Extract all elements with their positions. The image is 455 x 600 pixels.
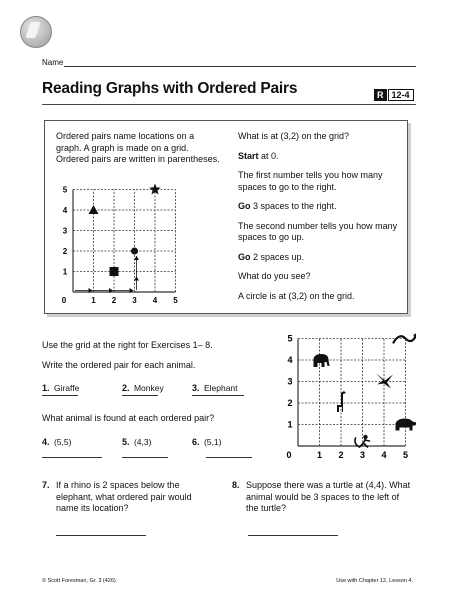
exercise-2: 2. Monkey <box>122 383 164 393</box>
bear-icon <box>396 419 417 431</box>
y-tick-label: 3 <box>62 226 68 236</box>
y-tick-label: 2 <box>287 398 293 409</box>
example-start: Start at 0. <box>238 150 279 161</box>
snake-head-icon <box>414 334 417 338</box>
exercises-question-found: What animal is found at each ordered pair? <box>42 413 215 423</box>
exercise-3: 3. Elephant <box>192 383 238 393</box>
example-question: What is at (3,2) on the grid? <box>238 131 350 141</box>
x-tick-label: 2 <box>338 450 344 460</box>
answer-line-3[interactable] <box>192 395 244 396</box>
x-tick-label: 4 <box>152 296 158 305</box>
x-tick-label: 5 <box>173 296 178 305</box>
y-tick-label: 1 <box>62 267 68 277</box>
x-tick-label: 0 <box>61 296 67 305</box>
footer-lesson: Use with Chapter 12, Lesson 4. <box>336 578 413 584</box>
x-tick-label: 3 <box>132 296 137 305</box>
y-tick-label: 3 <box>287 376 293 387</box>
x-tick-label: 4 <box>381 450 387 460</box>
answer-line-2[interactable] <box>122 395 158 396</box>
circle-icon <box>131 248 138 255</box>
name-input-line[interactable] <box>64 66 416 67</box>
example-go-right: Go 3 spaces to the right. <box>238 201 337 211</box>
name-label: Name <box>42 58 64 67</box>
animal-grid <box>276 328 416 464</box>
lesson-badge <box>374 85 414 103</box>
y-tick-label: 4 <box>62 205 68 215</box>
animal-grid-labels <box>286 334 408 460</box>
answer-line-8[interactable] <box>248 535 338 536</box>
example-go-up: Go 2 spaces up. <box>238 251 305 262</box>
elephant-icon <box>314 354 330 367</box>
snake-icon <box>394 336 416 342</box>
example-second-number: The second number tells you how many spaces to go up. <box>238 220 398 242</box>
badge-letter: R <box>374 89 387 101</box>
answer-line-5[interactable] <box>122 457 168 458</box>
y-tick-label: 5 <box>287 333 293 344</box>
go-word: Go <box>238 201 251 211</box>
start-word: Start <box>238 150 259 161</box>
example-grid-labels <box>62 185 179 305</box>
exercise-6: 6. (5,1) <box>192 437 222 447</box>
square-icon <box>110 267 119 276</box>
footer-copyright: © Scott Foresman, Gr. 3 (426) <box>42 578 116 584</box>
exercise-4: 4. (5,5) <box>42 437 72 447</box>
example-first-number: The first number tells you how many spaces to go to the right. <box>238 170 383 192</box>
exercise-7: 7. If a rhino is 2 spaces below the elephant, what ordered pair would name its location? <box>42 480 192 513</box>
exercises-instruction: Write the ordered pair for each animal. <box>42 360 196 370</box>
go-word: Go <box>238 251 251 262</box>
exercise-8: 8. Suppose there was a turtle at (4,4). What animal would be 3 spaces to the left of the turtle? <box>232 480 411 513</box>
answer-line-4[interactable] <box>42 457 102 458</box>
y-tick-label: 5 <box>62 185 68 195</box>
x-tick-label: 5 <box>402 450 409 460</box>
answer-line-1[interactable] <box>42 395 78 396</box>
giraffe-icon <box>337 391 346 412</box>
example-see-question: What do you see? <box>238 271 311 281</box>
page-title: Reading Graphs with Ordered Pairs <box>42 80 298 97</box>
x-tick-label: 1 <box>91 296 96 305</box>
example-intro: Ordered pairs name locations on a graph. A graph is made on a grid. Ordered pairs are written in parentheses. <box>56 131 220 164</box>
triangle-icon <box>89 205 99 214</box>
animal-grid-lines <box>298 339 406 447</box>
exercises-intro: Use the grid at the right for Exercises 1– 8. <box>42 340 213 350</box>
title-divider <box>42 104 416 105</box>
bird-icon <box>376 374 393 389</box>
example-grid-shapes <box>75 184 161 294</box>
answer-line-7[interactable] <box>56 535 146 536</box>
y-tick-label: 4 <box>287 355 293 366</box>
y-tick-label: 2 <box>62 246 68 256</box>
example-explanation <box>238 131 408 310</box>
example-grid <box>48 182 183 312</box>
x-tick-label: 1 <box>316 450 323 460</box>
example-grid-lines <box>73 190 176 293</box>
y-tick-label: 1 <box>287 419 293 430</box>
badge-number: 12-4 <box>388 89 414 101</box>
x-tick-label: 0 <box>286 450 292 460</box>
animal-grid-animals <box>314 334 417 448</box>
example-answer: A circle is at (3,2) on the grid. <box>238 290 355 301</box>
answer-line-6[interactable] <box>206 457 252 458</box>
exercise-5: 5. (4,3) <box>122 437 152 447</box>
x-tick-label: 3 <box>359 450 366 460</box>
x-tick-label: 2 <box>111 296 117 305</box>
exercise-1: 1. Giraffe <box>42 383 80 393</box>
